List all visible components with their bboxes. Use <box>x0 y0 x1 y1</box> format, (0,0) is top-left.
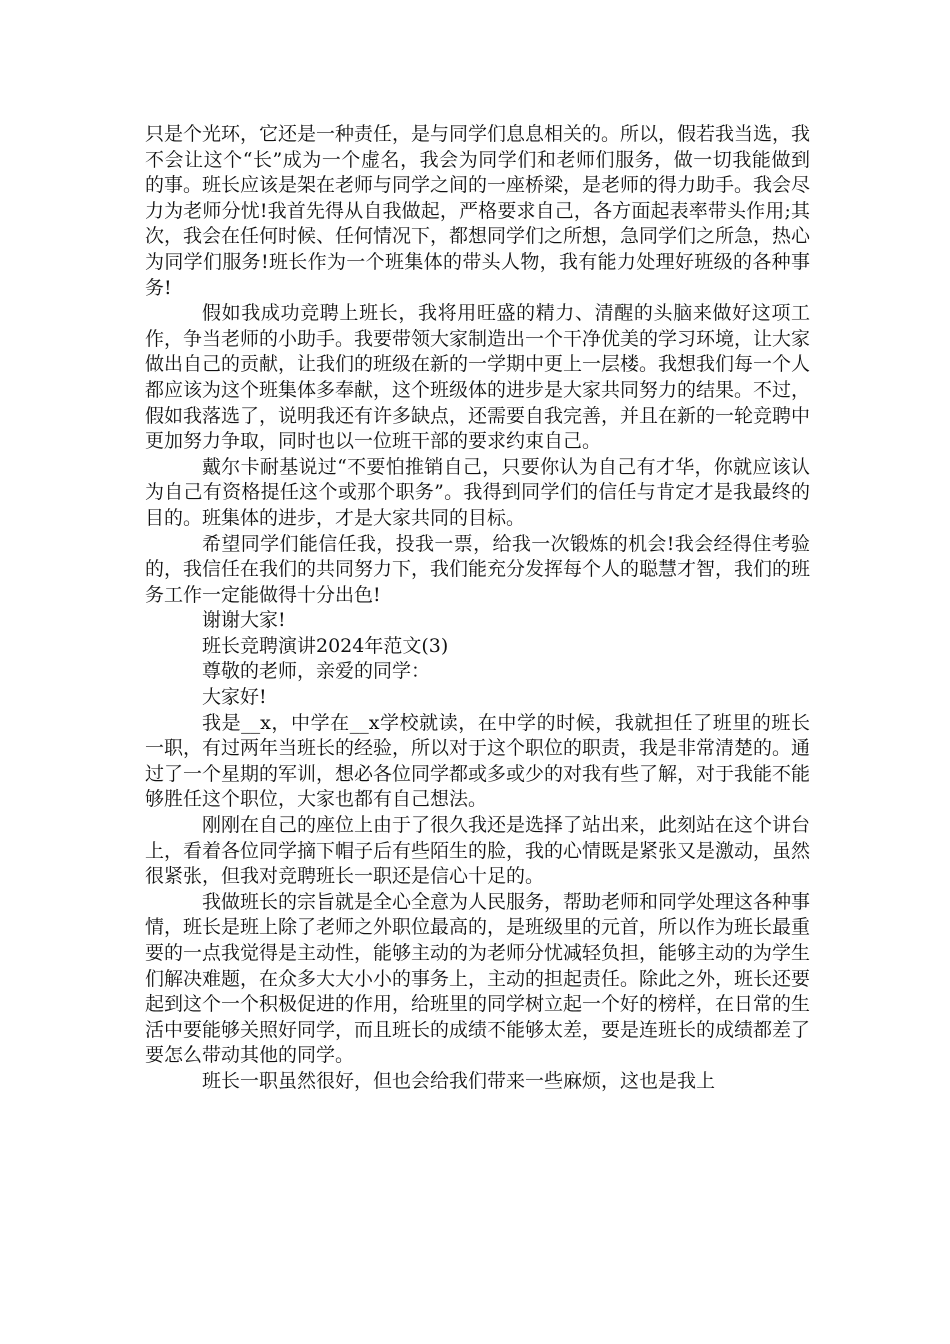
paragraph: 戴尔卡耐基说过“不要怕推销自己，只要你认为自己有才华，你就应该认为自己有资格提任这个或那个职务”。我得到同学们的信任与肯定才是我最终的目的。班集体的进步，才是大家共同的目标。 <box>145 455 810 529</box>
closing-line: 谢谢大家! <box>202 609 286 632</box>
document-body <box>145 122 810 1095</box>
paragraph: 假如我成功竞聘上班长，我将用旺盛的精力、清醒的头脑来做好这项工作，争当老师的小助手。我要带领大家制造出一个干净优美的学习环境，让大家做出自己的贡献，让我们的班级在新的一学期中更上一层楼。我想我们每一个人都应该为这个班集体多奉献，这个班级体的进步是大家共同努力的结果。不过，假如我落选了，说明我还有许多缺点，还需要自我完善，并且在新的一轮竞聘中更加努力争取，同时也以一位班干部的要求约束自己。 <box>145 302 811 453</box>
paragraph: 刚刚在自己的座位上由于了很久我还是选择了站出来，此刻站在这个讲台上，看着各位同学摘下帽子后有些陌生的脸，我的心情既是紧张又是激动，虽然很紧张，但我对竞聘班长一职还是信心十足的。 <box>145 814 811 888</box>
paragraph-continuation: 只是个光环，它还是一种责任，是与同学们息息相关的。所以，假若我当选，我不会让这个“长”成为一个虚名，我会为同学们和老师们服务，做一切我能做到的事。班长应该是架在老师与同学之间的一座桥梁，是老师的得力助手。我会尽力为老师分忧!我首先得从自我做起，严格要求自己，各方面起表率带头作用;其次，我会在任何时候、任何情况下，都想同学们之所想，急同学们之所急，热心为同学们服务!班长作为一个班集体的带头人物，我有能力处理好班级的各种事务! <box>145 123 811 299</box>
greeting: 大家好! <box>202 686 267 709</box>
section-title: 班长竞聘演讲2024年范文(3) <box>202 634 449 657</box>
paragraph: 希望同学们能信任我，投我一票，给我一次锻炼的机会!我会经得住考验的，我信任在我们的共同努力下，我们能充分发挥每个人的聪慧才智，我们的班务工作一定能做得十分出色! <box>145 532 811 606</box>
paragraph: 我是__x，中学在__x学校就读，在中学的时候，我就担任了班里的班长一职，有过两年当班长的经验，所以对于这个职位的职责，我是非常清楚的。通过了一个星期的军训，想必各位同学都或多或少的对我有些了解，对于我能不能够胜任这个职位，大家也都有自己想法。 <box>145 711 811 811</box>
paragraph-truncated: 班长一职虽然很好，但也会给我们带来一些麻烦，这也是我上 <box>202 1069 716 1092</box>
paragraph: 我做班长的宗旨就是全心全意为人民服务，帮助老师和同学处理这各种事情，班长是班上除了老师之外职位最高的，是班级里的元首，所以作为班长最重要的一点我觉得是主动性，能够主动的为老师分忧减轻负担，能够主动的为学生们解决难题，在众多大大小小的事务上，主动的担起责任。除此之外，班长还要起到这个一个积极促进的作用，给班里的同学树立起一个好的榜样，在日常的生活中要能够关照好同学，而且班长的成绩不能够太差，要是连班长的成绩都差了要怎么带动其他的同学。 <box>145 890 811 1067</box>
salutation: 尊敬的老师，亲爱的同学： <box>202 660 431 683</box>
